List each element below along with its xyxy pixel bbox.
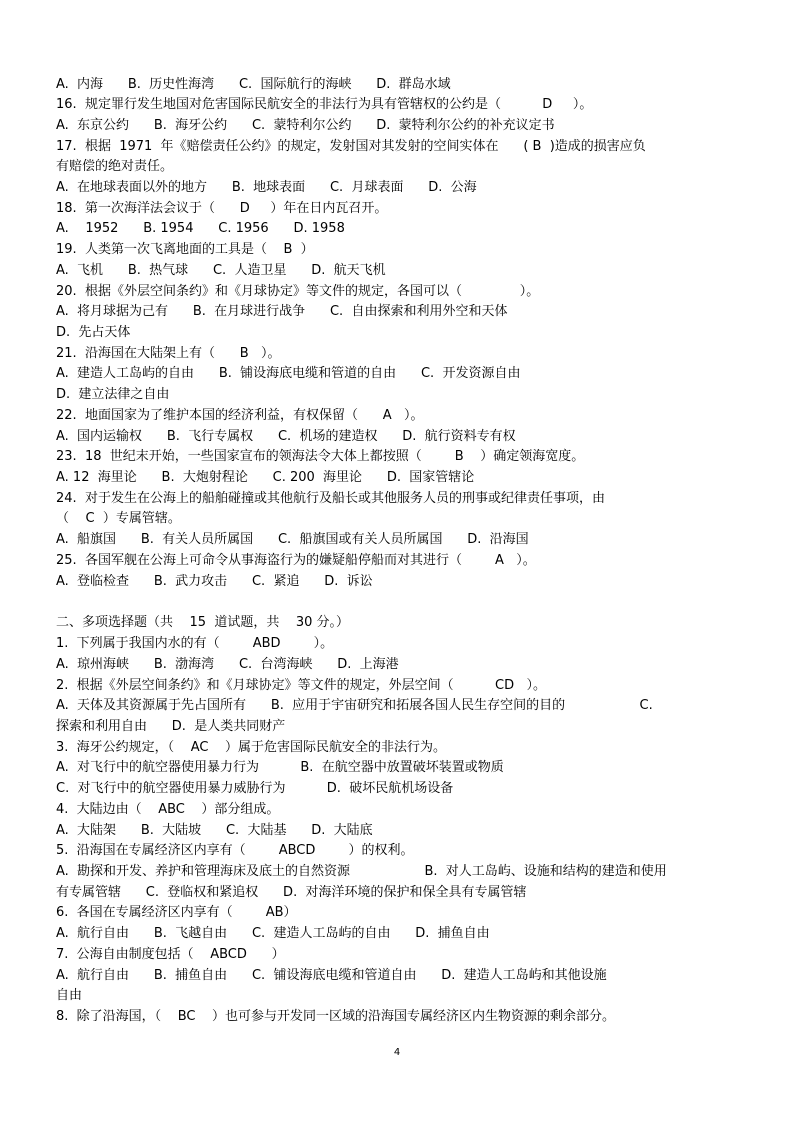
question-line [56,634,333,654]
question-line [56,282,539,302]
line-text: A. 内海 B. 历史性海湾 C. 国际航行的海峡 D. 群岛水域 [56,77,451,92]
line-text: A. 天体及其资源属于先占国所有 B. 应用于宇宙研究和拓展各国人民生存空间的目的 C. [56,698,653,713]
question-line [56,800,279,820]
question-line [56,1007,615,1027]
line-text: 21. 沿海国在大陆架上有（ B ）。 [56,346,281,361]
question-line [56,199,387,219]
line-text: 5. 沿海国在专属经济区内享有（ ABCD ）的权利。 [56,843,414,858]
line-text: 4. 大陆边由（ ABC ）部分组成。 [56,802,280,817]
line-text: A. 对飞行中的航空器使用暴力行为 B. 在航空器中放置破坏装置或物质 [56,760,504,775]
question-line [56,95,592,115]
option-line [56,385,169,405]
option-line [56,364,520,384]
option-line [56,530,529,550]
line-text: （ C ）专属管辖。 [56,511,181,526]
line-text: A. 1952 B. 1954 C. 1956 D. 1958 [56,221,345,236]
option-line [56,821,373,841]
option-line [56,572,373,592]
option-line [56,323,130,343]
line-text: 19. 人类第一次飞离地面的工具是（ B ） [56,242,314,257]
line-text: 7. 公海自由制度包括（ ABCD ） [56,947,285,962]
line-text: 2. 根据《外层空间条约》和《月球协定》等文件的规定，外层空间（ CD ）。 [56,678,546,693]
option-line [56,261,386,281]
question-line [56,406,424,426]
line-text: A. 建造人工岛屿的自由 B. 铺设海底电缆和管道的自由 C. 开发资源自由 [56,366,521,381]
line-text: A. 国内运输权 B. 飞行专属权 C. 机场的建造权 D. 航行资料专有权 [56,429,516,444]
line-text: 有专属管辖 C. 登临权和紧追权 D. 对海洋环境的保护和保全具有专属管辖 [56,885,527,900]
option-line [56,924,490,944]
line-text: A. 航行自由 B. 飞越自由 C. 建造人工岛屿的自由 D. 捕鱼自由 [56,926,490,941]
question-line [56,676,546,696]
question-line [56,344,281,364]
option-line [56,986,82,1006]
page-number: 4 [393,1047,401,1058]
line-text: A. 东京公约 B. 海牙公约 C. 蒙特利尔公约 D. 蒙特利尔公约的补充议定书 [56,118,555,133]
question-line [56,841,413,861]
line-text: 3. 海牙公约规定，（ AC ）属于危害国际民航安全的非法行为。 [56,740,446,755]
line-text: 22. 地面国家为了维护本国的经济利益，有权保留（ A ）。 [56,408,424,423]
line-text: A. 在地球表面以外的地方 B. 地球表面 C. 月球表面 D. 公海 [56,180,477,195]
question-line [56,903,297,923]
line-text: 1. 下列属于我国内水的有（ ABD ）。 [56,636,334,651]
line-text: C. 对飞行中的航空器使用暴力威胁行为 D. 破坏民航机场设备 [56,781,454,796]
option-line [56,862,667,882]
option-line [56,427,516,447]
line-text: 23. 18 世纪末开始，一些国家宣布的领海法令大体上都按照（ B ）确定领海宽度。 [56,449,585,464]
line-text: A. 将月球据为己有 B. 在月球进行战争 C. 自由探索和利用外空和天体 [56,304,508,319]
line-text: 16. 规定罪行发生地国对危害国际民航安全的非法行为具有管辖权的公约是（ D ）。 [56,97,593,112]
option-line [56,779,453,799]
question-line [56,447,584,467]
line-text: 24. 对于发生在公海上的船舶碰撞或其他航行及船长或其他服务人员的刑事或纪律责任事项，由 [56,491,605,506]
line-text: 17. 根据 1971 年《赔偿责任公约》的规定，发射国对其发射的空间实体在 ( B )造成的损害应负 [56,139,646,154]
option-line [56,219,345,239]
line-text: A. 琼州海峡 B. 渤海湾 C. 台湾海峡 D. 上海港 [56,657,399,672]
line-text: 有赔偿的绝对责任。 [56,159,174,174]
line-text: A. 船旗国 B. 有关人员所属国 C. 船旗国或有关人员所属国 D. 沿海国 [56,532,529,547]
line-text: A. 大陆架 B. 大陆坡 C. 大陆基 D. 大陆底 [56,823,373,838]
option-line [56,655,399,675]
option-line [56,966,607,986]
question-line [56,509,181,529]
line-text: D. 先占天体 [56,325,131,340]
option-line [56,758,504,778]
line-text: 探索和利用自由 D. 是人类共同财产 [56,719,286,734]
line-text: 8. 除了沿海国，（ BC ）也可参与开发同一区域的沿海国专属经济区内生物资源的剩余部分。 [56,1009,615,1024]
question-line [56,551,536,571]
line-text: 20. 根据《外层空间条约》和《月球协定》等文件的规定，各国可以（ ）。 [56,284,540,299]
option-line [56,883,526,903]
question-line [56,489,605,509]
section-heading [56,613,349,633]
question-line [56,157,173,177]
question-line [56,945,285,965]
question-line [56,738,446,758]
option-line [56,75,451,95]
line-text: A. 勘探和开发、养护和管理海床及底土的自然资源 B. 对人工岛屿、设施和结构的建造和使用 [56,864,667,879]
option-line [56,696,653,716]
line-text: A. 航行自由 B. 捕鱼自由 C. 铺设海底电缆和管道自由 D. 建造人工岛屿和其他设施 [56,968,607,983]
question-line [56,137,646,157]
option-line [56,302,507,322]
line-text: 25. 各国军舰在公海上可命令从事海盗行为的嫌疑船停船而对其进行（ A ）。 [56,553,536,568]
line-text: 18. 第一次海洋法会议于（ D ）年在日内瓦召开。 [56,201,388,216]
line-text: A. 登临检查 B. 武力攻击 C. 紧追 D. 诉讼 [56,574,373,589]
option-line [56,178,477,198]
line-text: 二、多项选择题（共 15 道试题，共 30 分。） [56,615,350,630]
line-text: 自由 [56,988,83,1003]
option-line [56,717,285,737]
question-line [56,240,314,260]
option-line [56,116,555,136]
option-line [56,468,474,488]
line-text: A. 12 海里论 B. 大炮射程论 C. 200 海里论 D. 国家管辖论 [56,470,475,485]
line-text: D. 建立法律之自由 [56,387,170,402]
line-text: A. 飞机 B. 热气球 C. 人造卫星 D. 航天飞机 [56,263,386,278]
line-text: 6. 各国在专属经济区内享有（ AB） [56,905,297,920]
